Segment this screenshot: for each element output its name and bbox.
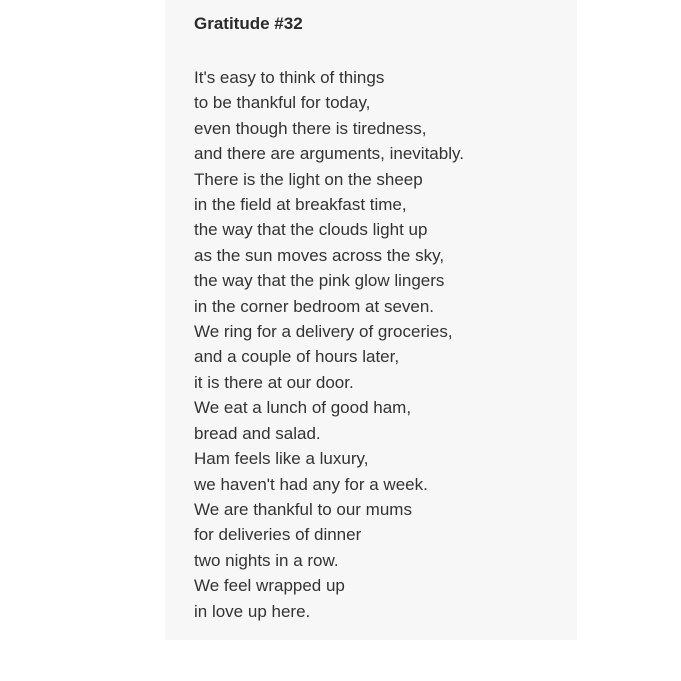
- poem-line: It's easy to think of things: [194, 68, 385, 87]
- poem-line: the way that the clouds light up: [194, 220, 428, 240]
- poem-line: for deliveries of dinner: [194, 525, 362, 545]
- poem-line: We feel wrapped up: [194, 576, 345, 596]
- poem-line: We are thankful to our mums: [194, 499, 412, 519]
- poem-line: Ham feels like a luxury,: [194, 449, 369, 469]
- poem-line: We eat a lunch of good ham,: [194, 398, 412, 418]
- poem-body: [194, 65, 464, 624]
- poem-line: in the field at breakfast time,: [194, 195, 407, 215]
- poem-line: bread and salad.: [194, 423, 321, 443]
- poem-line: to be thankful for today,: [194, 93, 371, 113]
- poem-line: it is there at our door.: [194, 372, 354, 392]
- poem-line: as the sun moves across the sky,: [194, 245, 445, 265]
- poem-line: We ring for a delivery of groceries,: [194, 322, 453, 342]
- poem-line: in the corner bedroom at seven.: [194, 296, 435, 316]
- poem-line: two nights in a row.: [194, 550, 339, 570]
- poem-line: the way that the pink glow lingers: [194, 271, 445, 291]
- poem-line: in love up here.: [194, 601, 311, 621]
- poem-line: and a couple of hours later,: [194, 347, 400, 367]
- poem-title: Gratitude #32: [194, 14, 303, 33]
- poem-line: even though there is tiredness,: [194, 118, 427, 138]
- poem-line: and there are arguments, inevitably.: [194, 144, 464, 164]
- poem-line: There is the light on the sheep: [194, 169, 423, 189]
- poem-line: we haven't had any for a week.: [194, 474, 428, 494]
